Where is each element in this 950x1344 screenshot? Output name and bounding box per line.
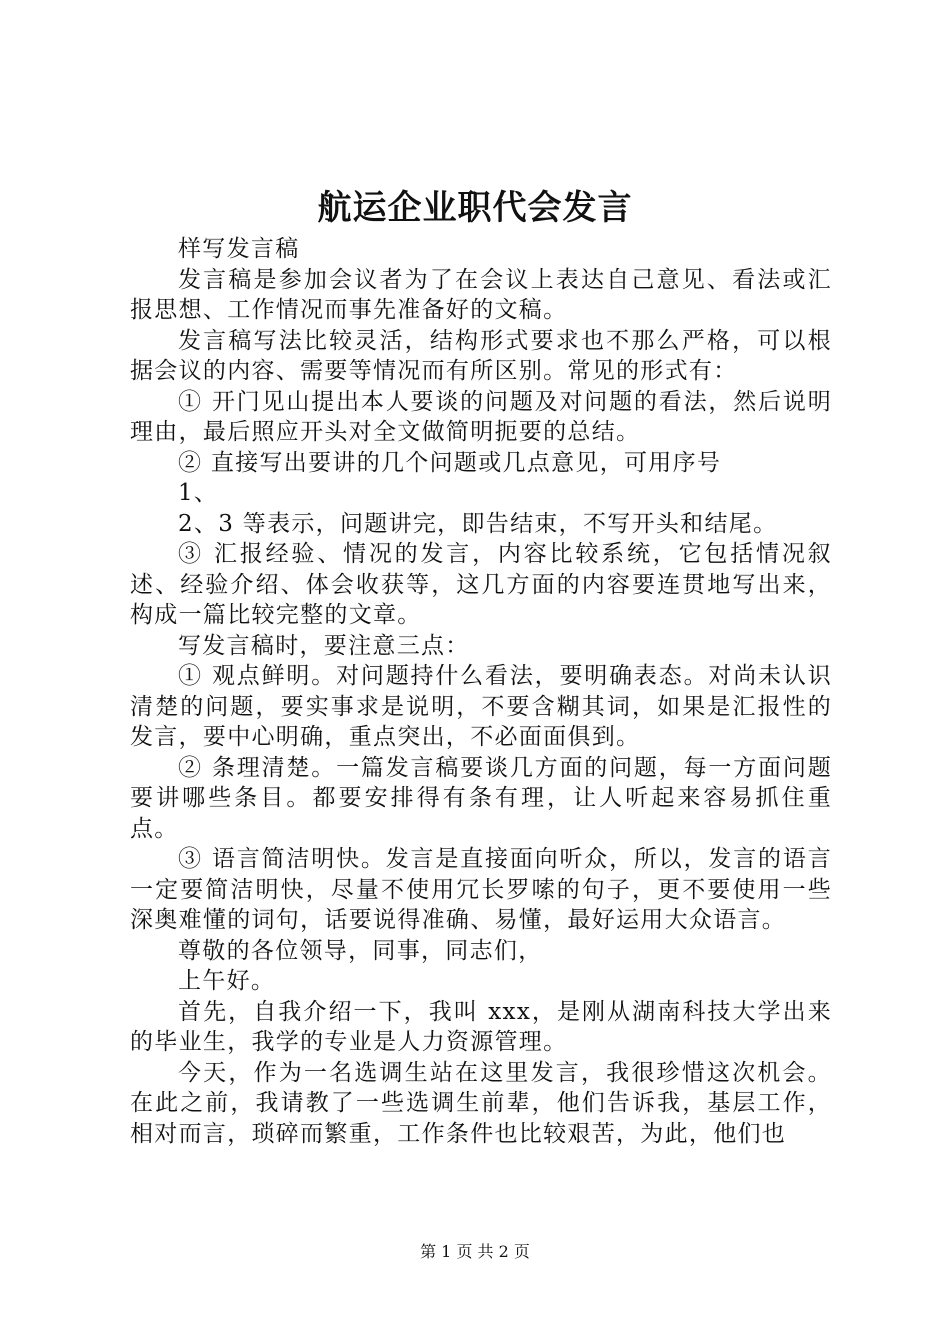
paragraph: ① 开门见山提出本人要谈的问题及对问题的看法，然后说明理由，最后照应开头对全文做简明扼要的总结。 [130,388,832,445]
paragraph: 今天，作为一名选调生站在这里发言，我很珍惜这次机会。在此之前，我请教了一些选调生前辈，他们告诉我，基层工作，相对而言，琐碎而繁重，工作条件也比较艰苦，为此，他们也 [130,1059,832,1147]
page-footer: 第 1 页 共 2 页 [420,1242,530,1261]
document-title: 航运企业职代会发言 [317,188,633,228]
paragraph: 样写发言稿 [178,236,300,262]
paragraph: 尊敬的各位领导，同事，同志们， [178,937,543,964]
paragraph: ① 观点鲜明。对问题持什么看法，要明确表态。对尚未认识清楚的问题，要实事求是说明，不要含糊其词，如果是汇报性的发言，要中心明确，重点突出，不必面面俱到。 [130,663,832,750]
paragraph: 2、3 等表示，问题讲完，即告结束，不写开头和结尾。 [178,510,778,537]
paragraph: ② 直接写出要讲的几个问题或几点意见，可用序号 [178,449,722,476]
paragraph: ③ 语言简洁明快。发言是直接面向听众，所以，发言的语言一定要简洁明快，尽量不使用冗长罗嗦的句子，更不要使用一些深奥难懂的词句，话要说得准确、易懂，最好运用大众语言。 [130,846,832,933]
paragraph: 上午好。 [178,968,276,994]
paragraph: 发言稿写法比较灵活，结构形式要求也不那么严格，可以根据会议的内容、需要等情况而有所区别。常见的形式有： [130,327,832,384]
paragraph: ② 条理清楚。一篇发言稿要谈几方面的问题，每一方面问题要讲哪些条目。都要安排得有条有理，让人听起来容易抓住重点。 [130,754,832,842]
paragraph: 写发言稿时，要注意三点： [178,632,470,659]
paragraph: 发言稿是参加会议者为了在会议上表达自己意见、看法或汇报思想、工作情况而事先准备好的文稿。 [130,266,832,323]
paragraph: 1、 [178,480,219,506]
document-body [130,234,832,1149]
paragraph: 首先，自我介绍一下，我叫 xxx，是刚从湖南科技大学出来的毕业生，我学的专业是人力资源管理。 [130,998,832,1055]
paragraph: ③ 汇报经验、情况的发言，内容比较系统，它包括情况叙述、经验介绍、体会收获等，这几方面的内容要连贯地写出来，构成一篇比较完整的文章。 [130,541,832,628]
